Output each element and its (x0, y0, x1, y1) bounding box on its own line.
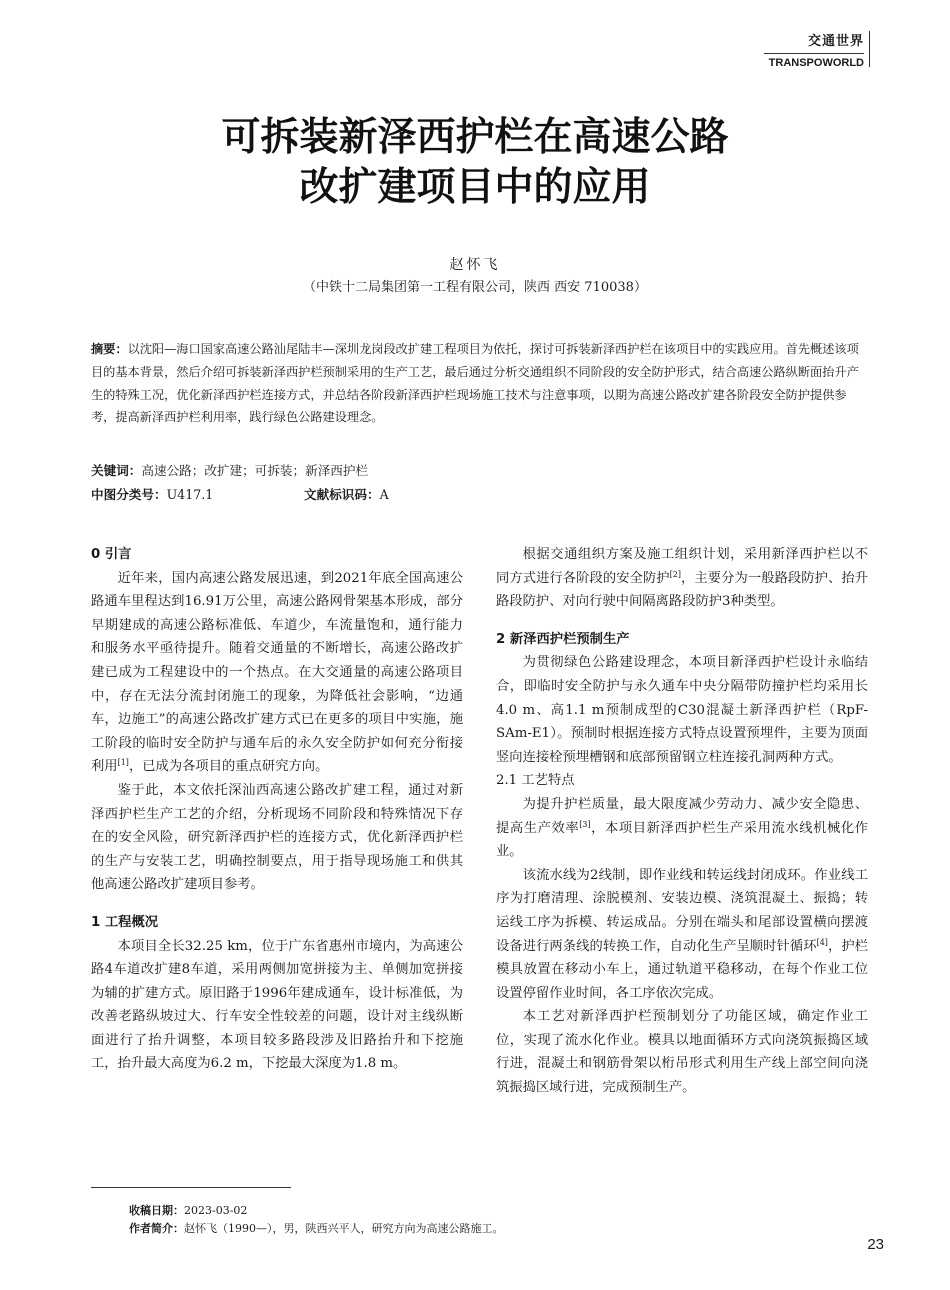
paragraph: 根据交通组织方案及施工组织计划，采用新泽西护栏以不同方式进行各阶段的安全防护[2]，主要分为一般路段防护、抬升路段防护、对向行驶中间隔离路段防护3种类型。 (496, 547, 869, 610)
paragraph: 鉴于此，本文依托深汕西高速公路改扩建工程，通过对新泽西护栏生产工艺的介绍，分析现场不同阶段和特殊情况下存在的安全风险，研究新泽西护栏的连接方式，优化新泽西护栏的生产与安装工艺，明确控制要点，用于指导现场施工和供其他高速公路改扩建项目参考。 (91, 782, 463, 893)
left-column (91, 543, 463, 1076)
keywords-label: 关键词： (91, 463, 142, 478)
right-column (496, 543, 868, 1100)
abstract-text: 以沈阳—海口国家高速公路汕尾陆丰—深圳龙岗段改扩建工程项目为依托，探讨可拆装新泽西护栏在该项目中的实践应用。首先概述该项目的基本背景，然后介绍可拆装新泽西护栏预制采用的生产工艺，最后通过分析交通组织不同阶段的安全防护形式，结合高速公路纵断面抬升产生的特殊工况，优化新泽西护栏连接方式，并总结各阶段新泽西护栏现场施工技术与注意事项，以期为高速公路改扩建各阶段安全防护提供参考，提高新泽西护栏利用率，践行绿色公路建设理念。 (91, 342, 859, 425)
running-header (764, 30, 864, 69)
doc-code-label: 文献标识码： (304, 487, 380, 502)
doc-code-value: A (379, 487, 389, 502)
paragraph: 本工艺对新泽西护栏预制划分了功能区域，确定作业工位，实现了流水化作业。模具以地面循环方式向浇筑振捣区域行进，混凝土和钢筋骨架以桁吊形式利用生产线上部空间向浇筑振捣区域行进，完成预制生产。 (496, 1009, 868, 1096)
classification (91, 484, 591, 503)
author-affiliation: （中铁十二局集团第一工程有限公司，陕西 西安 710038） (303, 280, 647, 295)
journal-name-en: TRANSPOWORLD (768, 57, 864, 69)
header-divider (764, 53, 864, 54)
citation-ref: [2] (669, 569, 681, 579)
paragraph: 为贯彻绿色公路建设理念，本项目新泽西护栏设计永临结合，即临时安全防护与永久通车中央分隔带防撞护栏均采用长4.0 m、高1.1 m预制成型的C30混凝土新泽西护栏（RpF-SAm-E1）。预制时根据连接方式特点设置预埋件，主要为顶面竖向连接栓预埋槽钢和底部预留钢立柱连接孔洞两种方式。 (496, 655, 868, 765)
title-line-1: 可拆装新泽西护栏在高速公路 (221, 115, 729, 160)
author-bio: 作者简介：赵怀飞（1990—），男，陕西兴平人，研究方向为高速公路施工。 (129, 1222, 504, 1235)
paragraph: 为提升护栏质量，最大限度减少劳动力、减少安全隐患、提高生产效率[3]，本项目新泽西护栏生产采用流水线机械化作业。 (496, 796, 869, 860)
abstract-label: 摘要： (91, 342, 128, 356)
keywords-text: 高速公路；改扩建；可拆装；新泽西护栏 (141, 463, 369, 478)
section-2-heading: 2 新泽西护栏预制生产 (496, 631, 630, 647)
page-number: 23 (867, 1236, 884, 1253)
footnote-divider (91, 1187, 291, 1188)
paragraph: 该流水线为2线制，即作业线和转运线封闭成环。作业线工序为打磨清理、涂脱模剂、安装边模、浇筑混凝土、振捣；转运线工序为拆模、转运成品。分别在端头和尾部设置横向摆渡设备进行两条线的转换工作，自动化生产呈顺时针循环[4]，护栏模具放置在移动小车上，通过轨道平稳移动，在每个作业工位设置停留作业时间，各工序依次完成。 (496, 867, 869, 1001)
header-vertical-bar (869, 31, 870, 67)
journal-name-cn: 交通世界 (807, 34, 864, 49)
citation-ref: [3] (579, 819, 591, 829)
paragraph: 近年来，国内高速公路发展迅速，到2021年底全国高速公路通车里程达到16.91万公里，高速公路网骨架基本形成，部分早期建成的高速公路标准低、车道少，车流量饱和，通行能力和服务水平亟待提升。随着交通量的不断增长，高速公路改扩建已成为工程建设中的一个热点。在大交通量的高速公路项目中，存在无法分流封闭施工的现象，为降低社会影响，“边通车，边施工”的高速公路改扩建方式已在更多的项目中实施，施工阶段的临时安全防护与通车后的永久安全防护如何充分衔接利用[1]，已成为各项目的重点研究方向。 (91, 570, 463, 775)
abstract (91, 338, 867, 429)
citation-ref: [4] (816, 937, 828, 947)
author-name: 赵怀飞 (449, 257, 501, 273)
title-line-2: 改扩建项目中的应用 (299, 165, 651, 210)
keywords (91, 460, 368, 479)
clc-value: U417.1 (166, 487, 214, 502)
received-date: 收稿日期：2023-03-02 (129, 1204, 248, 1217)
article-title (0, 113, 950, 213)
section-1-heading: 1 工程概况 (91, 914, 159, 930)
section-0-heading: 0 引言 (91, 547, 132, 562)
paragraph: 本项目全长32.25 km，位于广东省惠州市境内，为高速公路4车道改扩建8车道，采用两侧加宽拼接为主、单侧加宽拼接为辅的扩建方式。原旧路于1996年建成通车，设计标准低，为改善老路纵坡过大、行车安全性较差的问题，设计对主线纵断面进行了抬升调整，本项目较多路段涉及旧路抬升和下挖施工，抬升最大高度为6.2 m，下挖最大深度为1.8 m。 (91, 938, 463, 1072)
clc-label: 中图分类号： (91, 487, 167, 502)
subsection-2-1-heading: 2.1 工艺特点 (496, 773, 575, 789)
citation-ref: [1] (117, 758, 129, 768)
